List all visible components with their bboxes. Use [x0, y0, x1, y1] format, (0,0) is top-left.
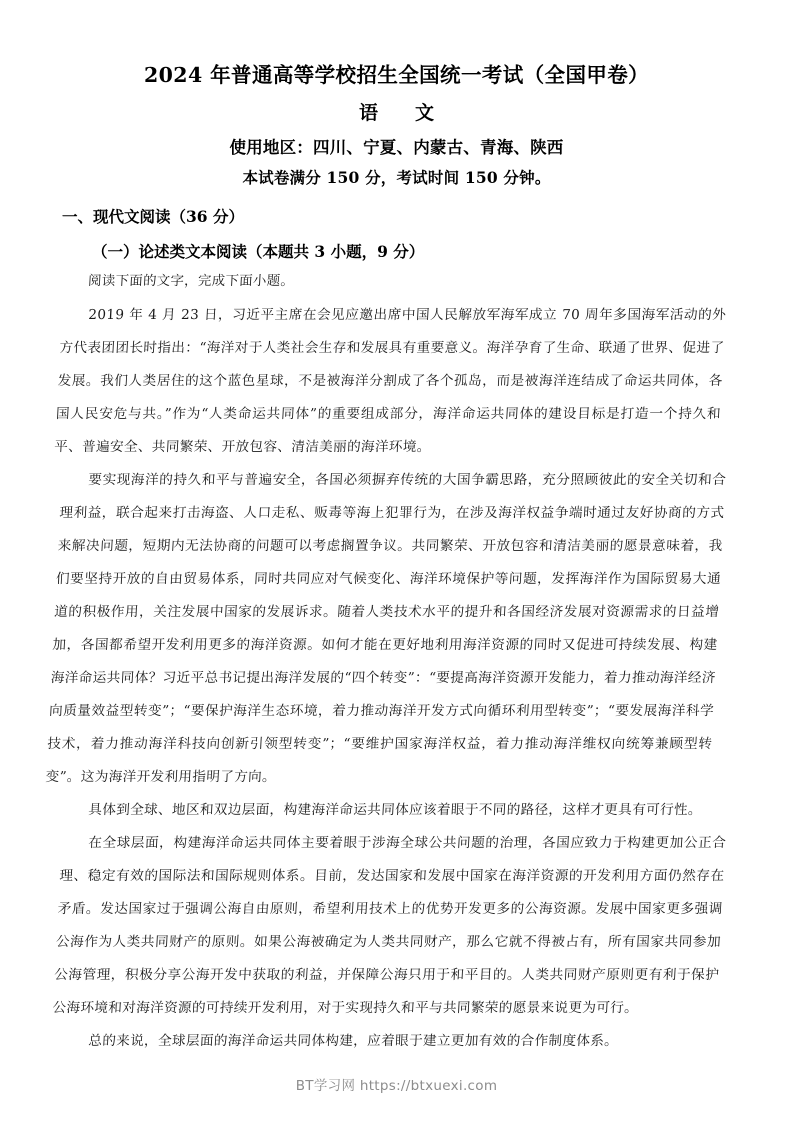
document-header — [0, 0, 793, 192]
body-paragraph: 要实现海洋的持久和平与普遍安全，各国必须摒弃传统的大国争霸思路，充分照顾彼此的安全关切和合理利益，联合起来打击海盗、人口走私、贩毒等海上犯罪行为，在涉及海洋权益争端时通过友好协商的方式来解决问题，短期内无法协商的问题可以考虑搁置争议。共同繁荣、开放包容和清洁美丽的愿景意味着，我们要坚持开放的自由贸易体系，同时共同应对气候变化、海洋环境保护等问题，发挥海洋作为国际贸易大通道的积极作用，关注发展中国家的发展诉求。随着人类技术水平的提升和各国经济发展对资源需求的日益增加，各国都希望开发利用更多的海洋资源。如何才能在更好地利用海洋资源的同时又促进可持续发展、构建海洋命运共同体？习近平总书记提出海洋发展的“四个转变”：“要提高海洋资源开发能力，着力推动海洋经济向质量效益型转变”；“要保护海洋生态环境，着力推动海洋开发方式向循环利用型转变”；“要发展海洋科学技术，着力推动海洋科技向创新引领型转变”；“要维护国家海洋权益，着力推动海洋维权向统筹兼顾型转变”。这为海洋开发利用指明了方向。 — [45, 472, 727, 785]
body-paragraph: 总的来说，全球层面的海洋命运共同体构建，应着眼于建立更加有效的合作制度体系。 — [87, 1033, 619, 1049]
subject-title: 语 文 — [358, 102, 443, 124]
footer-watermark: BT学习网 https://btxuexi.com — [295, 1078, 498, 1094]
applicable-regions: 使用地区：四川、宁夏、内蒙古、青海、陕西 — [229, 138, 564, 157]
reading-instruction: 阅读下面的文字，完成下面小题。 — [87, 274, 295, 289]
score-and-duration: 本试卷满分 150 分，考试时间 150 分钟。 — [242, 168, 551, 187]
body-paragraph: 2019 年 4 月 23 日，习近平主席在会见应邀出席中国人民解放军海军成立 70 周年多国海军活动的外方代表团团长时指出：“海洋对于人类社会生存和发展具有重要意义。海洋孕育了生命、联通了世界、促进了发展。我们人类居住的这个蓝色星球，不是被海洋分割成了各个孤岛，而是被海洋连结成了命运共同体，各国人民安危与共。”作为“人类命运共同体”的重要组成部分，海洋命运共同体的建设目标是打造一个持久和平、普遍安全、共同繁荣、开放包容、清洁美丽的海洋环境。 — [53, 307, 727, 455]
section-heading-modern-reading: 一、现代文阅读（36 分） — [62, 207, 244, 226]
subsection-heading-argumentative-text: （一）论述类文本阅读（本题共 3 小题，9 分） — [92, 242, 425, 261]
page-title: 2024 年普通高等学校招生全国统一考试（全国甲卷） — [143, 63, 650, 87]
body-paragraph: 在全球层面，构建海洋命运共同体主要着眼于涉海全球公共问题的治理，各国应致力于构建更加公正合理、稳定有效的国际法和国际规则体系。目前，发达国家和发展中国家在海洋资源的开发利用方面仍然存在矛盾。发达国家过于强调公海自由原则，希望利用技术上的优势开发更多的公海资源。发展中国家更多强调公海作为人类共同财产的原则。如果公海被确定为人类共同财产，那么它就不得被占有，所有国家共同参加公海管理，积极分享公海开发中获取的利益，并保障公海只用于和平目的。人类共同财产原则更有利于保护公海环境和对海洋资源的可持续开发利用，对于实现持久和平与共同繁荣的愿景来说更为可行。 — [52, 835, 727, 1016]
document-body — [0, 202, 793, 1058]
body-paragraph: 具体到全球、地区和双边层面，构建海洋命运共同体应该着眼于不同的路径，这样才更具有可行性。 — [87, 802, 703, 818]
